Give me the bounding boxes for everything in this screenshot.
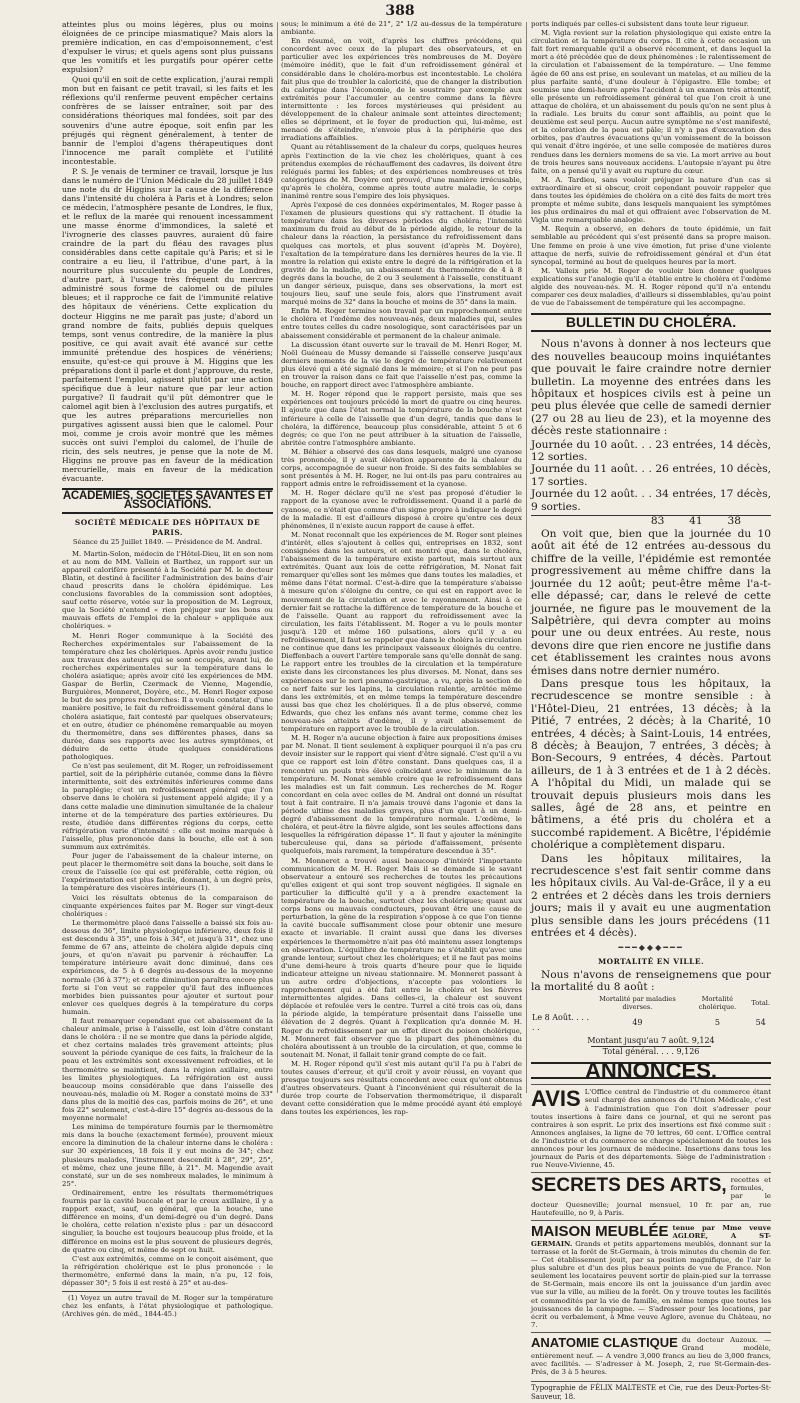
paragraph: Quant au rétablissement de la chaleur du corps, quelques heures après l'extinction de la vie chez les cholériques, quant à ces prétendus exemples de réchauffement des cadavres, ils doivent être relégués parmi les fables; et des expériences nombreuses et très catégoriques de M. Doyère ont prouvé, d'une manière irrécusable, qu'après le choléra, comme après toute autre maladie, le corps inanimé rentre sous l'empire des lois physiques. bbox=[281, 143, 522, 200]
paragraph: M. Martin-Solon, médecin de l'Hôtel-Dieu, lit en son nom et au nom de MM. Vallein et Barthez, un rapport sur un appareil calorifère présenté à la Société par M. le docteur Blatin, et destiné à faciliter l'administration des bains d'air chaud prescrits dans le choléra épidémique. Les conclusions favorables de la commission sont adoptées, sauf cette réserve, votée sur la proposition de M. Legroux, que la Société n'entend « rien préjuger sur les bons ou mauvais effets de l'emploi de la chaleur » appliquée aux cholériques. » bbox=[62, 549, 273, 631]
paragraph: M. H. Roger déclare qu'il ne s'est pas proposé d'étudier le rapport de la cyanose avec le refroidissement. Quand il a parlé de cyanose, ce n'était que comme d'un signe propre à indiquer le degré de la maladie. Il est d'ailleurs disposé à croire qu'entre ces deux phénomènes, il n'existe aucun rapport de cause à effet. bbox=[281, 489, 522, 530]
ad-title: MAISON MEUBLÉE bbox=[531, 1222, 669, 1240]
cumulative-line: Montant jusqu'au 7 août. 9,124 bbox=[587, 1036, 715, 1046]
footnote-rule bbox=[62, 1291, 142, 1292]
ornament-divider: ━━━◆◆◆━━━ bbox=[618, 943, 684, 953]
journee-line: Journée du 10 août. . . 23 entrées, 14 décès, 12 sorties. bbox=[531, 438, 771, 463]
paragraph: C'est aux extrémités, comme on le conçoit aisément, que la réfrigération cholérique est le plus prononcée : le thermomètre, enfermé dans la main, n'a pu, 12 fois, dépasser 30°; 5 fois il est resté à 25° et au-des- bbox=[62, 1254, 273, 1287]
paragraph: Dans presque tous les hôpitaux, la recrudescence se montre sensible : à l'Hôtel-Dieu, 21 entrées, 13 décès; à la Pitié, 7 entrées, 2 décès; à la Charité, 10 entrées, 4 décès; à Saint-Louis, 14 entrées, 8 décès; à Beaujon, 7 entrées, 3 décès; à Bon-Secours, 9 entrées, 4 décès. Partout ailleurs, de 1 à 3 entrées et de 1 à 2 décès. A l'hôpital du Midi, un malade qui se trouvait depuis plusieurs mois dans les salles, âgé de 28 ans, et peintre en bâtimens, a été pris du choléra et a succombé rapidement. A Bicêtre, l'épidémie cholérique a complètement disparu. bbox=[531, 677, 771, 852]
paragraph: M. H. Roger répond qu'il s'est mis autant qu'il l'a pu à l'abri de toutes causes d'erreur, et qu'il croit y avoir réussi, en voyant que presque toujours ses résultats concordent avec ceux qu'ont obtenus d'autres observateurs. Quant à l'inconvénient qui résulterait de la durée trop courte de l'observation thermométrique, il disparaît devant cette considération que le même procédé ayant été employé dans toutes les expériences, les rap- bbox=[281, 1059, 522, 1117]
section-heading: ACADÉMIES, SOCIÉTÉS SAVANTES ET ASSOCIATIONS. bbox=[62, 488, 273, 514]
paragraph: Ce n'est pas seulement, dit M. Roger, un refroidissement partiel, soit de la périphérie cutanée, comme dans la fièvre intermittente, soit des extrémités inférieures comme dans la paraplégie; c'est un refroidissement général que l'on observe dans le choléra si justement appelé algide; il y a dans cette maladie une diminution simultanée de la chaleur interne et de la température des parties extérieures. Du reste, étudiée dans différentes régions du corps, cette réfrigération varie d'intensité : elle est moins marquée à l'aisselle, plus prononcée dans la bouche, elle est à son summum aux extrémités. bbox=[62, 762, 273, 851]
paragraph: Pour juger de l'abaissement de la chaleur interne, on peut placer le thermomètre soit dans la bouche, soit dans le creux de l'aisselle (ce qui est préférable, cette région, où l'expérimentation est plus facile, donnant, à un degré près, la température des viscères intérieurs (1). bbox=[62, 852, 273, 893]
imprint: Typographie de FÉLIX MALTESTE et Cie, rue des Deux-Portes-St-Sauveur, 18. bbox=[531, 1381, 771, 1402]
paragraph: ports indiqués par celles-ci subsistent dans toute leur rigueur. bbox=[531, 20, 749, 28]
ad-avis bbox=[531, 1084, 771, 1172]
column-2 bbox=[281, 20, 522, 1117]
ad-secrets-des-arts bbox=[531, 1172, 771, 1219]
journee-line: Journée du 12 août. . . 34 entrées, 17 décès, 9 sorties. bbox=[531, 488, 771, 513]
paragraph: Nous n'avons à donner à nos lecteurs que des nouvelles beaucoup moins inquiétantes que pouvait le faire craindre notre dernier bulletin. La moyenne des entrées dans les hôpitaux et hospices civils est à peine un peu plus élevée que celle de samedi dernier (27 ou 28 au lieu de 23), et la moyenne des décès reste stationnaire : bbox=[531, 338, 771, 438]
paragraph: Après l'exposé de ces données expérimentales, M. Roger passe à l'examen de plusieurs questions qui s'y rattachent. Il étudie la température dans les diverses périodes du choléra; l'intensité maximum du froid au début de la période algide, le retour de la chaleur dans la réaction, la persistance du refroidissement dans quelques cas mortels, et plus souvent (d'après M. Doyère), l'exaltation de la température dans les dernières heures de la vie. Il montre la relation qui existe entre le degré de la réfrigération et la gravité de la maladie, un abaissement du thermomètre de 4 à 8 degrés dans la bouche, de 2 ou 3 seulement à l'aisselle, constituant un danger sérieux, puisque, dans ses observations, la mort est toujours lieu, sauf une seule fois, alors que l'instrument avait marqué moins de 32° dans la bouche et moins de 35° dans la main. bbox=[281, 201, 522, 307]
session-line: Séance du 25 Juillet 1849. — Présidence de M. Andral. bbox=[72, 537, 263, 546]
mortality-heading: MORTALITÉ EN VILLE. bbox=[597, 956, 705, 966]
ad-text: Grands et petits appartemens meublés, donnant sur la terrasse et la forêt de St-Germain, à trois minutes du chemin de fer. — Cet établissement jouit, par sa position magnifique, de l'air le plus salubre et d'un des plus beaux points de vue de France. Non seulement les locataires peuvent sortir de plain-pied sur la terrasse de St-Germain, mais encore ils ont la jouissance d'un jardin avec vue sur la ville, au milieu de la forêt. On y trouve toutes les facilités et commodités par la vie de famille, en même temps que toutes les jouissances de la campagne. — S'adresser pour les locations, par écrit ou verbalement, à Mme veuve Aglore, avenue du Château, no 7. bbox=[531, 1239, 771, 1329]
table-cell: 54 bbox=[755, 1018, 766, 1028]
paragraph: Il faut remarquer cependant que cet abaissement de la chaleur animale, prise à l'aisselle, est loin d'être constant dans le choléra : il ne se montre que dans la période algide, et chez certains malades très gravement atteints; plus souvent la période cyanique de ces faits, la fraîcheur de la peau et les extrémités sont excessivement refroidies, et le thermomètre se maintient, dans la région axillaire, entre les limites physiologiques. La réfrigération est aussi beaucoup moins considérable que dans l'aisselle des nouveau-nés, maladie où M. Roger a constaté moins de 33° dans plus de la moitié des cas, parfois moins de 26°, et une fois 22° seulement, c'est-à-dire 15° degrés au-dessous de la moyenne normale! bbox=[62, 1016, 273, 1123]
ad-text: L'Office central de l'industrie et du commerce étant seul chargé des annonces de l'Union Médicale, c'est à l'administration que l'on doit s'adresser pour toutes insertions à faire dans ce journal, et qui ne seront pas contraires à son esprit. Le prix des insertions est fixé comme suit : Annonces anglaises, la ligne de 70 lettres, 60 cent. L'Office central de l'industrie et du commerce se charge spécialement de toutes les annonces pour les journaux de médecine. Insertions dans tous les journaux de Paris et des départements. Siège de l'administration : rue Neuve-Vivienne, 45. bbox=[531, 1088, 771, 1170]
table-row bbox=[531, 1012, 771, 1034]
mortality-table bbox=[531, 995, 771, 1034]
table-header: Mortalité cholérique. bbox=[698, 995, 737, 1011]
ad-title: SECRETS DES ARTS, bbox=[531, 1175, 727, 1197]
total-sorties: 38 bbox=[727, 515, 741, 528]
paragraph: En résumé, on voit, d'après les chiffres précédens, qui concordent avec ceux de la plupart des observateurs, et en particulier avec les expériences très nombreuses de M. Doyère (mémoire inédit), que le fait d'un refroidissement général et considérable dans le choléra-morbus est incontestable. Le choléra fait plus que de troubler la caloricité, que de changer la distribution du calorique dans l'économie, de le soustraire par exemple aux extrémités pour l'accumuler au centre comme dans la fièvre intermittente : les forces mystérieuses qui président au développement de la chaleur animale sont atteintes directement; elles se dépriment, et le foyer de production qui, lui-même, est menacé de s'éteindre, n'envoie plus à la périphérie que des irradiations affaiblies. bbox=[281, 37, 522, 143]
paragraph: M. Vigla revient sur la relation physiologique qui existe entre la circulation et la température du corps. Il cite à cette occasion un fait fort remarquable qu'il a observé récemment, et dans lequel la mort a été précédée que de deux phénomènes : le ralentissement de la circulation et l'abaissement de la température. — Une femme âgée de 60 ans est prise, en soulevant un matelas, et au milieu de la plus parfaite santé, d'une douleur à l'épigastre. Elle tombe; et soumise une demi-heure après l'accident à un examen très attentif, elle présente un refroidissement général tel que l'on croit à une attaque de choléra, et un abaissement du pouls qu'on ne sent plus à la radiale. Les bruits du cœur sont affaiblis, au point que le deuxième est seul perçu. Aucun autre symptôme ne s'est manifesté, et la coloration de la peau est pâle; il n'y a pas d'excavation des orbites, pas d'autres évacuations qu'un vomissement de la boisson qui venait d'être ingérée, et une selle composée de matières dures rendues dans les derniers momens de sa vie. La mort arrive au bout de trois heures sans nouveaux accidens. L'autopsie n'ayant pu être faite, on a pensé qu'il y avait eu rupture du cœur. bbox=[531, 29, 771, 175]
ad-text: recettes et formules, par le docteur Quesneville; journal mensuel, 10 fr. par an, rue Hautefeuille, no 9, à Paris. bbox=[531, 1176, 771, 1217]
paragraph: M. Béhier a observé des cas dans lesquels, malgré une cyanose très prononcée, il y avait élévation apparente de la chaleur du corps, accompagnée de sueur non froide. Si des faits semblables se sont présentés à M. H. Roger, ne lui ont-ils pas paru contraires au rapport admis entre le refroidissement et la cyanose. bbox=[281, 447, 522, 489]
paragraph: Le thermomètre placé dans l'aisselle a baissé six fois au-dessous de 36°, limite physiologique inférieure, deux fois il est descendu à 35°, une fois à 34°, et jusqu'à 31°, chez une femme de 67 ans, atteinte de choléra algide depuis cinq jours, et qu'on n'avait pu parvenir à réchauffer. La température intérieure avait donc diminué, dans ces expériences, de 5 à 6 degrés au-dessous de la moyenne normale (36 à 37°); et cette diminution paraîtra encore plus forte si l'on veut se rappeler qu'il faut des influences morbides bien puissantes pour ajouter et surtout pour enlever ces quelques degrés à la température du corps humain. bbox=[62, 918, 273, 1016]
total-entrees: 83 bbox=[650, 515, 665, 528]
paragraph: sous; le minimum a été de 21°, 2° 1/2 au-dessus de la température ambiante. bbox=[281, 20, 522, 37]
column-divider bbox=[277, 22, 278, 1093]
society-heading: SOCIÉTÉ MÉDICALE DES HÔPITAUX DE PARIS. bbox=[74, 518, 261, 537]
paragraph: Ordinairement, entre les résultats thermométriques fournis par la cavité buccale et par le creux axillaire, il y a rapport exact, sauf, en général, que la bouche, une différence en moins, d'un demi-degré ou d'un degré. Dans le choléra, cette relation n'existe plus : par un désaccord singulier, la bouche est toujours beaucoup plus froide, et la différence en moins est le plus souvent de plusieurs degrés, de quatre ou cinq, et même de sept ou huit. bbox=[62, 1188, 273, 1254]
grand-total-line: Total général. . . . 9,126 bbox=[591, 1046, 711, 1056]
ad-maison-meublee bbox=[531, 1220, 771, 1332]
paragraph: La discussion étant ouverte sur le travail de M. Henri Roger, M. Noël Guéneau de Mussy demande si l'aisselle conserve jusqu'aux derniers moments de la vie le degré de température relativement plus élevé qui a été signalé dans le mémoire; et si l'on ne peut pas en trouver la raison dans ce fait que l'aisselle n'est pas, comme la bouche, en rapport direct avec l'atmosphère ambiante. bbox=[281, 340, 522, 390]
column-divider bbox=[526, 22, 527, 1093]
annonces-heading: ANNONCES. bbox=[531, 1062, 771, 1079]
paragraph: atteintes plus ou moins légères, plus ou moins éloignées de ce principe miasmatique? Mais alors la première indication, en cas d'empoisonnement, c'est d'expulser le virus; et quels agens sont plus puissans que les vomitifs et les purgatifs pour opérer cette expulsion? bbox=[62, 20, 273, 75]
footnote: (1) Voyez un autre travail de M. Roger sur la température chez les enfants, à l'état physiologique et pathologique. (Archives gén. de méd., 1844-45.) bbox=[62, 1294, 273, 1319]
column-3 bbox=[531, 20, 771, 1402]
ad-subtitle: tenue par Mme veuve AGLORE, A ST-GERMAIN. bbox=[531, 1223, 771, 1248]
paragraph: Quoi qu'il en soit de cette explication, j'aurai rempli mon but en faisant ce petit travail, si les faits et les réflexions qu'il renferme peuvent empêcher certains confrères de se laisser entraîner, soit par des considérations théoriques mal fondées, soit par des souvenirs d'une autre époque, soit enfin par les préjugés qui règnent généralement, à tenter de bannir de l'emploi d'agens thérapeutiques dont l'innocence me paraît complète et l'utilité incontestable. bbox=[62, 75, 273, 166]
paragraph: M. H. Roger n'a aucune objection à faire aux propositions émises par M. Nonat. Il tient seulement à expliquer pourquoi il n'a pas cru devoir insister sur le rapport qui vient d'être signalé. C'est qu'il a vu que ce rapport est loin d'être constant. Dans quelques cas, il a rencontré un pouls très élevé coïncidant avec le minimum de la température. M. Nonat semble croire que le refroidissement dans les maladies est un fait commun. Les recherches de M. Roger concordant en cela avec celles de M. Andral ont donné un résultat tout à fait contraire. Il n'a jamais trouvé dans l'agonie et dans la période ultime des maladies graves, plus d'un quart à un demi-degré d'abaissement de la température normale. L'œdème, le choléra, et peut-être la fièvre algide, sont les seules affections dans lesquelles la réfrigération dépasse 1°. Il faut y ajouter la méningite tuberculeuse qui, dans sa période d'affaissement, présente quelquefois, mais rarement, la température descendue à 35°. bbox=[281, 734, 522, 856]
totals-row bbox=[531, 515, 771, 526]
paragraph: M. Valleix prie M. Roger de vouloir bien donner quelques explications sur l'analogie qu'il a établie entre le choléra et l'œdème algide des nouveau-nés. M. H. Roger répond qu'il n'a entendu comparer ces deux maladies, d'ailleurs si dissemblables, qu'au point de vue de l'abaissement de température qui les accompagne. bbox=[531, 266, 771, 308]
ad-title: ANATOMIE CLASTIQUE bbox=[531, 1334, 678, 1350]
table-header: Total. bbox=[751, 999, 770, 1008]
table-cell: 5 bbox=[714, 1018, 720, 1028]
ad-title: AVIS bbox=[531, 1086, 581, 1112]
paragraph: M. Monneret a trouvé aussi beaucoup d'intérêt l'importante communication de M. H. Roger. Mais il se demande si le savant observateur a entouré ses recherches de toutes les précautions qu'elles exigent et qui sont trop souvent négligées. Il signale en particulier la difficulté qu'il y a à prendre exactement la température de la bouche, surtout chez les cholériques; quant aux corps bons ou mauvais conducteurs, pouvant être une cause de perturbation, la gêne de la respiration s'oppose à ce que l'on tienne la cavité buccale suffisamment close pour obtenir une mesure exacte et invariable. Il craint aussi que dans les diverses expériences le thermomètre n'ait pas été maintenu assez longtemps en observation. L'équilibre de température ne s'établit qu'avec une grande lenteur, surtout chez les cholériques; et il ne faut pas moins d'une demi-heure à trois quarts d'heure pour que le liquide indicateur atteigne un niveau stationnaire. M. Monneret passant à un autre ordre d'objections, n'accepte pas volontiers le rapprochement qui a été fait entre le choléra et les fièvres intermittentes algides. Dans celles-ci, la chaleur est souvent déplacée et refoulée vers le centre. Turrel a cité trois cas où, dans la période algide, la température présentait dans l'aisselle une élévation de 2 degrés. Quant à l'explication qu'a donnée M. H. Roger du refroidissement par un effet direct du poison cholérique, M. Monneret fait observer que la plupart des phénomènes du choléra aboutissent à un trouble de la circulation, et que, comme le soutenait M. Nonat, il fallait tenir grand compte de ce fait. bbox=[281, 856, 522, 1059]
ad-anatomie-clastique bbox=[531, 1332, 771, 1379]
page-number: 388 bbox=[385, 3, 415, 19]
paragraph: Nous n'avons de renseignemens que pour la mortalité du 8 août : bbox=[531, 968, 771, 993]
paragraph: M. A. Tardieu, sans vouloir préjuger la nature d'un cas si extraordinaire et si obscur, croit cependant pouvoir rappeler que dans toutes les épidémies de choléra on a cité des faits de mort très prompte et même subite, dans lesquels manquaient les symptômes les plus ordinaires du mal et qui offraient avec l'observation de M. Vigla une remarquable analogie. bbox=[531, 175, 771, 225]
bulletin-heading: BULLETIN DU CHOLÉRA. bbox=[531, 313, 771, 332]
paragraph: Les minima de température fournis par le thermomètre mis dans la bouche (exactement fermée), prouvent mieux encore la diminution de la chaleur interne dans le choléra : sur 30 expériences, 18 fois il y eut moins de 34°; chez plusieurs malades, l'instrument descendit à 28°, 29°, 25°, et même, chez une jeune fille, à 21°. M. Magendie avait constaté, sur un de ses nombreux malades, le minimum à 25°. bbox=[62, 1123, 273, 1188]
total-deces: 41 bbox=[689, 515, 703, 528]
table-cell: 49 bbox=[632, 1018, 643, 1028]
paragraph: Enfin M. Roger termine son travail par un rapprochement entre le choléra et l'œdème des nouveau-nés, deux maladies qui, seules entre toutes celles du cadre nosologique, sont caractérisées par un abaissement considérable et permanent de la chaleur animale. bbox=[281, 307, 522, 340]
paragraph: Voici les résultats obtenus de la comparaison de cinquante expériences faites par M. Roger sur vingt-deux cholériques : bbox=[62, 893, 273, 918]
table-cell: Le 8 Août. . . . . . bbox=[532, 1013, 589, 1033]
journee-line: Journée du 11 août. . . 26 entrées, 10 décès, 17 sorties. bbox=[531, 463, 771, 488]
ad-text: du docteur Auzoux. — Grand modèle, entièrement neuf. — A vendre 3,000 francs au lieu de 3,000 francs, avec facilités. — S'adresser à M. Joseph, 2, rue St-Germain-des-Prés, de 3 à 5 heures. bbox=[531, 1335, 771, 1377]
paragraph: P. S. Je venais de terminer ce travail, lorsque je lus dans le numéro de l'Union Médicale du 28 juillet 1849 une note du dr Higgins sur la cause de la différence dans l'intensité du choléra à Paris et à Londres; selon ce médecin, l'atmosphère pesante de Londres, le flux, et le reflux de la marée qui renouent incessamment une masse énorme d'immondices, la saleté et l'ivrognerie des classes pauvres, auraient dû faire craindre de la part du fléau des ravages plus considérables dans cette capitale qu'à Paris; et si le contraire a eu lieu, il l'attribue, d'une part, à la nourriture plus succulente du peuple de Londres, d'autre part, à l'usage très fréquent du mercure administré sous forme de calomel ou de pilules bleues; et il rapproche ce fait de l'immunité relative des hôpitaux de vénériens. Cette explication du docteur Higgins ne me paraît pas juste; d'abord un grand nombre de faits, publiés depuis quelques temps, sont venus contredire, de la manière la plus positive, ce qui avait avait été avancé sur cette immunité prétendue des hospices de vénériens; ensuite, qu'est-ce qui prouve à M. Higgins que les préparations dont il parle et dont j'approuve, du reste, parfaitement l'emploi, agissent plutôt par une action spécifique due à leur nature que par leur action purgative? Il faudrait qu'il pût démontrer que le calomel agit bien à l'exclusion des autres purgatifs, et que les autres préparations mercurielles non purgatives agissent aussi bien que le calomel. Pour moi, comme je crois avoir montré que les mêmes succès ont suivi l'emploi du calomel, de l'huile de ricin, des sels neutres, je pense que la note de M. Higgins ne prouve pas en faveur de la médication mercurielle, mais en faveur de la médication évacuante. bbox=[62, 166, 273, 484]
table-header: Mortalité par maladies diverses. bbox=[599, 995, 676, 1011]
paragraph: M. Requin a observé, en dehors de toute épidémie, un fait semblable au précédent qui s'est présenté dans sa propre maison. Une femme en proie à une vive émotion, fut prise d'une violente attaque de nerfs, suivie de refroidissement général et d'un état syncopal, terminé au bout de quelques heures par la mort. bbox=[531, 225, 771, 266]
paragraph: Dans les hôpitaux militaires, la recrudescence s'est fait sentir comme dans les hôpitaux civils. Au Val-de-Grâce, il y a eu 2 entrées et 2 décès dans les trois derniers jours; mais il y avait eu une augmentation plus sensible dans les jours précédens (11 entrées et 4 décès). bbox=[531, 852, 771, 940]
column-1 bbox=[62, 20, 273, 1319]
paragraph: M. Nonat reconnaît que les expériences de M. Roger sont pleines d'intérêt, elles s'ajoutent à celles qui, entreprises en 1832, sont consignées dans les auteurs, et ont montré que, dans le choléra, l'abaissement de la température existe partout, mais surtout aux extrémités. Quant aux lois de cette réfrigération, M. Nonat fait remarquer qu'elles sont les mêmes que dans toutes les maladies, et même dans l'état normal. C'est-à-dire que la température s'abaisse à mesure qu'on s'éloigne du centre, ce qui est en rapport avec le mouvement de la circulation et avec le rayonnement. Ainsi à ce dernier fait se rattache la différence de température de la bouche et de l'aisselle. Quant au rapport du refroidissement avec la circulation, les faits l'établissent. M. Roger a vu le pouls monter jusqu'à 120 et même 160 pulsations, alors qu'il y a eu refroidissement, il faut se rappeler que dans le choléra la circulation ne continue que dans les principaux vaisseaux éloignés du centre. Dieffenbach a ouvert l'artère temporale sans qu'elle donnât de sang. Le rapport entre les troubles de la circulation et la température existe dans les circonstances les plus diverses. M. Nonat, dans ses expériences sur le neri pneumo-gastrique, a vu, après la section de ce nerf faite sur les lapins, la circulation ralentie, arrêtée même dans les extrémités, et en même temps la température descendre aussi bas que chez les cholériques. Il a de plus observé, comme Edwards, que chez les enfans nés avant terme, comme chez les nouveau-nés atteints d'œdème, il y avait abaissement de température en rapport avec le trouble de la circulation. bbox=[281, 530, 522, 734]
paragraph: M. H. Roger répond que le rapport persiste, mais que ses expériences ont toujours précédé la mort de quatre ou cinq heures. Il ajoute que dans l'état normal la température de la bouche n'est inférieure à celle de l'aisselle que d'un degré, tandis que dans le choléra, la différence, beaucoup plus considérable, atteint 5 et 6 degrés; ce que l'on ne peut attribuer à la situation de l'aisselle, abritée contre l'atmosphère ambiante. bbox=[281, 390, 522, 447]
paragraph: On voit que, bien que la journée du 10 août ait été de 12 entrées au-dessous du chiffre de la veille, l'épidémie est remontée progressivement au même chiffre dans la journée du 12 août; peut-être même l'a-t-elle dépassé; car, dans le relevé de cette journée, ne figure pas le mouvement de la Salpêtrière, qui devra compter au moins pour une ou deux entrées. Au reste, nous devons dire que rien encore ne justifie dans cet établissement les craintes nous avons émises dans notre dernier numéro. bbox=[531, 528, 771, 677]
paragraph: M. Henri Roger communique à la Société des Recherches expérimentales sur l'abaissement de la température chez les cholériques. Après avoir rendu justice aux travaux des auteurs qui se sont occupés, avant lui, de recherches expérimentales sur la température dans le choléra asiatique; après avoir cité les expériences de MM. Gaspar de Berlin, Czermack de Vienne, Magendie, Burguières, Monneret, Doyère, etc., M. Henri Roger expose le but de ses propres recherches: Il a voulu constater, d'une manière positive, le fait du refroidissement général dans le choléra asiatique, fait contesté par quelques observateurs; et en outre, étudier ce phénomène remarquable au moyen du thermomètre, dans ses différentes phases, dans sa durée, dans ses rapports avec les autres symptômes, et déduire de cette étude quelques considérations pathologiques. bbox=[62, 631, 273, 761]
